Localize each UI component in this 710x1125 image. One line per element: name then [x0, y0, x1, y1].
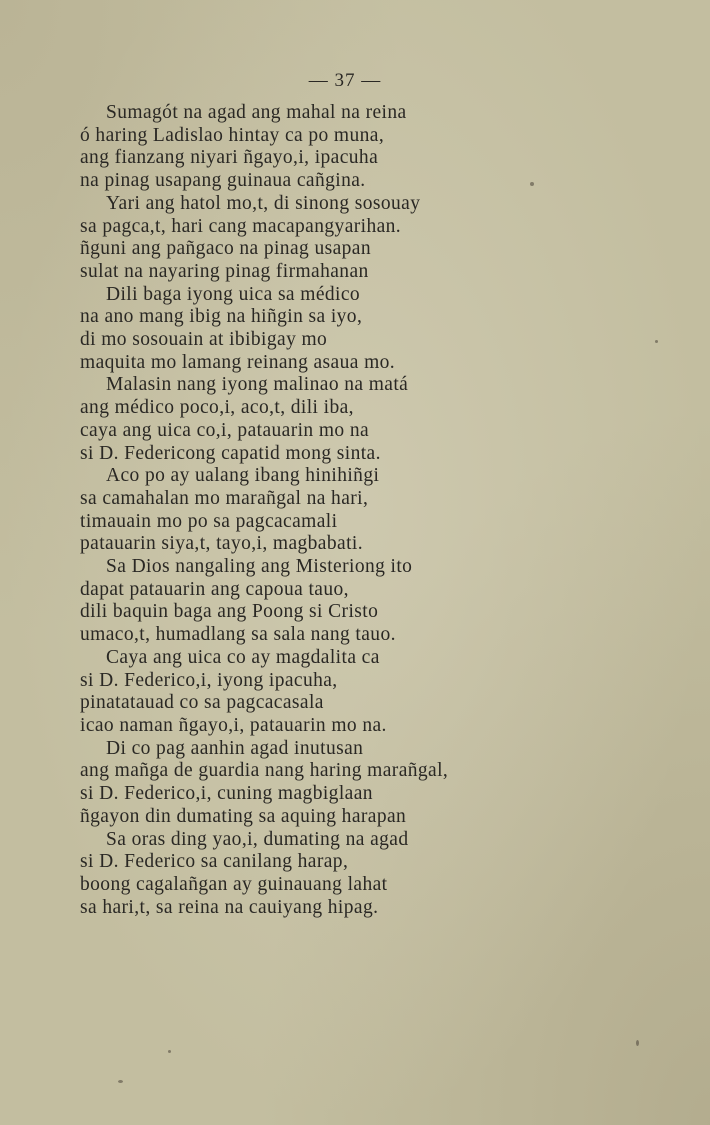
verse-line: sa hari,t, sa reina na cauiyang hipag.: [80, 896, 379, 918]
paper-speck: [168, 1050, 171, 1053]
verse-line: ang mañga de guardia nang haring marañgal,: [80, 760, 449, 782]
paper-speck: [118, 1080, 123, 1083]
poem-text: [70, 102, 630, 919]
verse-line: di mo sosouain at ibibigay mo: [80, 329, 328, 351]
stanza-8: [70, 738, 630, 829]
verse-line: Caya ang uica co ay magdalita ca: [106, 646, 380, 668]
stanza-7: [70, 647, 630, 738]
stanza-9: [70, 829, 630, 920]
verse-line: si D. Federico sa canilang harap,: [80, 851, 349, 873]
page-number: — 37 —: [308, 70, 382, 91]
verse-line: ñguni ang pañgaco na pinag usapan: [80, 238, 371, 260]
verse-line: patauarin siya,t, tayo,i, magbabati.: [80, 533, 363, 555]
verse-line: Sumagót na agad ang mahal na reina: [106, 102, 407, 123]
verse-line: pinatatauad co sa pagcacasala: [80, 692, 324, 714]
stanza-3: [70, 284, 630, 375]
stanza-6: [70, 556, 630, 647]
verse-line: si D. Federicong capatid mong sinta.: [80, 442, 381, 464]
stanza-1: [70, 102, 630, 193]
verse-line: ang fianzang niyari ñgayo,i, ipacuha: [80, 147, 379, 169]
verse-line: ang médico poco,i, aco,t, dili iba,: [80, 397, 354, 419]
verse-line: sulat na nayaring pinag firmahanan: [80, 260, 369, 282]
paper-speck: [530, 182, 534, 186]
verse-line: caya ang uica co,i, patauarin mo na: [80, 419, 370, 441]
verse-line: sa camahalan mo marañgal na hari,: [80, 487, 369, 509]
verse-line: Di co pag aanhin agad inutusan: [106, 737, 364, 759]
verse-line: si D. Federico,i, cuning magbiglaan: [80, 783, 373, 805]
verse-line: Aco po ay ualang ibang hinihiñgi: [106, 465, 380, 487]
paper-speck: [636, 1040, 639, 1046]
verse-line: na ano mang ibig na hiñgin sa iyo,: [80, 306, 363, 328]
verse-line: boong cagalañgan ay guinauang lahat: [80, 873, 388, 895]
verse-line: Sa Dios nangaling ang Misteriong ito: [106, 556, 413, 578]
verse-line: umaco,t, humadlang sa sala nang tauo.: [80, 624, 396, 646]
paper-speck: [655, 340, 658, 343]
verse-line: dili baquin baga ang Poong si Cristo: [80, 601, 379, 623]
stanza-2: [70, 193, 630, 284]
verse-line: icao naman ñgayo,i, patauarin mo na.: [80, 714, 387, 736]
stanza-5: [70, 465, 630, 556]
verse-line: ñgayon din dumating sa aquing harapan: [80, 805, 407, 827]
verse-line: Sa oras ding yao,i, dumating na agad: [106, 828, 409, 850]
verse-line: sa pagca,t, hari cang macapangyarihan.: [80, 215, 402, 237]
verse-line: timauain mo po sa pagcacamali: [80, 510, 338, 532]
verse-line: Dili baga iyong uica sa médico: [106, 283, 361, 305]
verse-line: dapat patauarin ang capoua tauo,: [80, 578, 349, 600]
verse-line: Malasin nang iyong malinao na matá: [106, 374, 409, 396]
verse-line: si D. Federico,i, iyong ipacuha,: [80, 669, 338, 691]
verse-line: Yari ang hatol mo,t, di sinong sosouay: [106, 192, 421, 214]
verse-line: na pinag usapang guinaua cañgina.: [80, 170, 366, 192]
stanza-4: [70, 374, 630, 465]
verse-line: maquita mo lamang reinang asaua mo.: [80, 351, 396, 373]
verse-line: ó haring Ladislao hintay ca po muna,: [80, 124, 385, 146]
